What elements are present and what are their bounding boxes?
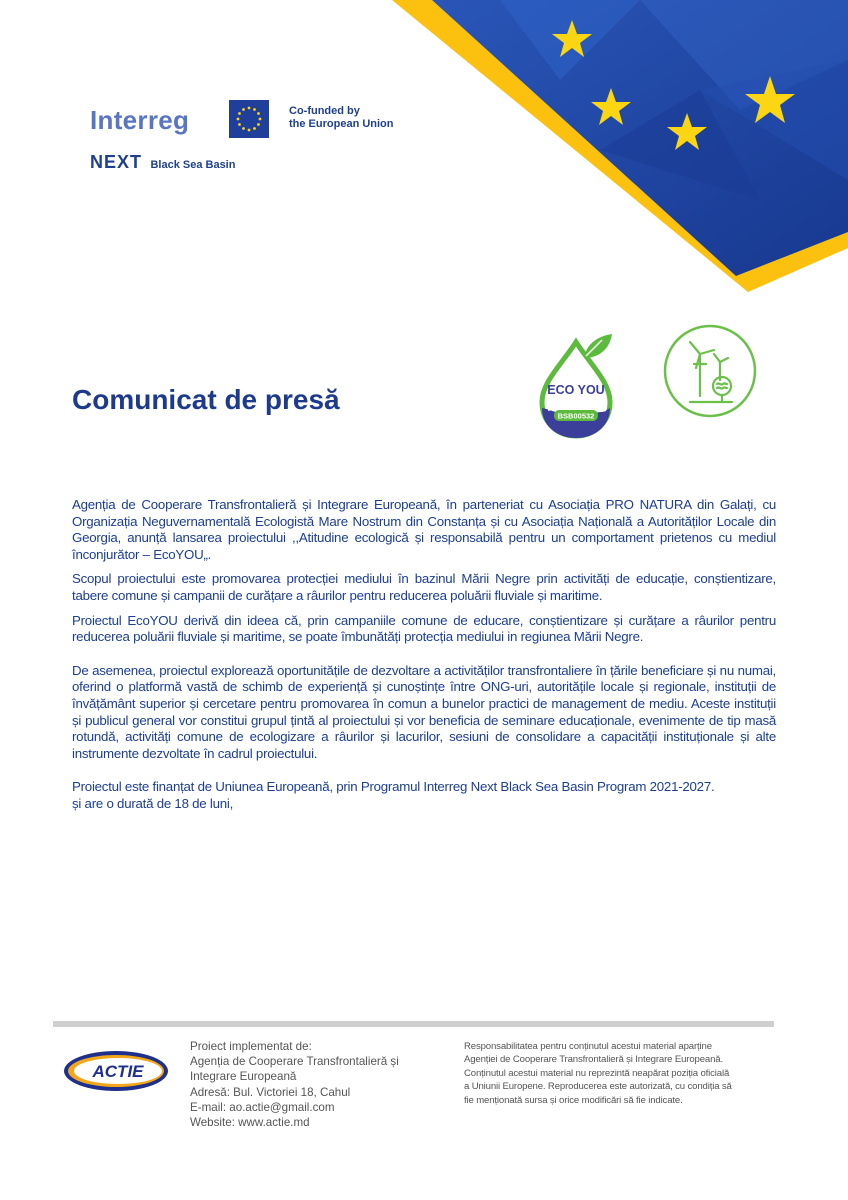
text-line: cu Organizația Neguvernamentală Ecologistă Mare Nostrum din Constanța și cu Asociația Națională a Autorităților xyxy=(72,497,776,529)
press-release-body xyxy=(72,497,776,813)
footer-line: Integrare Europeană xyxy=(190,1070,297,1084)
eu-flag-icon xyxy=(229,100,269,138)
eco-you-logo xyxy=(526,330,626,442)
footer-disclaimer xyxy=(464,1040,774,1107)
footer-line: Agenția de Cooperare Transfrontalieră și xyxy=(190,1055,399,1069)
interreg-wordmark: Interreg xyxy=(90,105,190,135)
wind-turbine-icon xyxy=(660,324,760,419)
basin-label: Black Sea Basin xyxy=(150,159,236,171)
eu-corner-decoration xyxy=(0,0,848,300)
disclaimer-line: fie menționată sursa și orice modificări să fie indicate. xyxy=(464,1094,683,1106)
paragraph-idea xyxy=(72,613,776,646)
cofunded-text xyxy=(289,105,394,131)
text-line: Proiectul EcoYOU derivă din ideea că, prin campaniile comune de educare, conștientizare și curățare a râurilor xyxy=(72,612,734,628)
footer-email: E-mail: ao.actie@gmail.com xyxy=(190,1100,335,1114)
disclaimer-line: Conținutul acestui material nu reprezintă neapărat poziția oficială xyxy=(464,1067,730,1079)
actie-logo xyxy=(62,1048,170,1094)
footer-line: Proiect implementat de: xyxy=(190,1040,312,1053)
text-line: management de mediu. Aceste instituții și publicul general vor constitui grupul țintă al proiectului și vor beneficia xyxy=(72,695,776,728)
disclaimer-line: a Uniunii Europene. Reproducerea este autorizată, cu condiția să xyxy=(464,1081,732,1093)
footer-website: Website: www.actie.md xyxy=(190,1116,310,1130)
paragraph-funding xyxy=(72,779,776,812)
cofunded-line: the European Union xyxy=(289,118,394,130)
text-line: regionale, instituții de învățământ superior și cercetare pentru promovarea în comun a bunelor practici de xyxy=(72,679,776,711)
footer-address: Adresă: Bul. Victoriei 18, Cahul xyxy=(190,1085,351,1099)
paragraph-opportunities xyxy=(72,663,776,763)
text-line: prietenos cu mediul înconjurător – EcoYOU„. xyxy=(72,530,776,562)
text-line: sesiuni de consolidare a capacității instituționale și alte instrumente dezvoltate în cadrul proiectului. xyxy=(72,729,776,761)
next-black-sea-label xyxy=(90,152,235,173)
text-line: Proiectul este finanțat de Uniunea Europeană, prin Programul Interreg Next Black Sea Basin Program 2021-2027. xyxy=(72,779,715,795)
disclaimer-line: Responsabilitatea pentru conținutul acestui material aparține xyxy=(464,1041,712,1052)
text-line: și nu numai, oferind o platformă vastă de schimb de experiență și cunoștințe între ONG-uri, autoritățile locale și xyxy=(72,662,776,695)
text-line: și are o durată de 18 de luni, xyxy=(72,795,234,811)
text-line: Locale din Georgia, anunță lansarea proiectului ,,Atitudine ecologică și responsabilă pentru un comportament xyxy=(72,513,776,546)
next-label: NEXT xyxy=(90,152,143,172)
paragraph-intro xyxy=(72,497,776,563)
text-line: de seminare educaționale, evenimente de tip masă rotundă, activități comune de ecologizare a râurilor și lacurilor, xyxy=(72,712,777,745)
project-code: BSB00532 xyxy=(557,411,595,421)
eco-logo-name: ECO YOU xyxy=(547,383,605,397)
disclaimer-line: Agenției de Cooperare Transfrontalieră și Integrare Europeană. xyxy=(464,1054,723,1066)
footer-divider xyxy=(53,1021,774,1027)
text-line: conștientizare, tabere comune și campanii de curățare a râurilor pentru reducerea poluării fluviale și maritime. xyxy=(72,571,776,603)
cofunded-line: Co-funded by xyxy=(289,105,360,117)
text-line: Scopul proiectului este promovarea protecției mediului în bazinul Mării Negre prin activități de educație, xyxy=(72,571,688,587)
actie-logo-text: ACTIE xyxy=(92,1062,144,1081)
text-line: De asemenea, proiectul explorează oportunitățile de dezvoltare a activităților transfrontaliere în țările beneficiare xyxy=(72,662,704,678)
page-title: Comunicat de presă xyxy=(72,384,340,415)
text-line: Agenția de Cooperare Transfrontalieră și Integrare Europeană, în parteneriat cu Asociația PRO NATURA din Galați, xyxy=(72,497,757,512)
paragraph-scope xyxy=(72,571,776,604)
text-line: pentru reducerea poluării fluviale și maritime, se poate îmbunătăți protecția mediului in regiunea Mării Negre. xyxy=(72,612,776,645)
footer-implementer-info xyxy=(190,1039,440,1130)
